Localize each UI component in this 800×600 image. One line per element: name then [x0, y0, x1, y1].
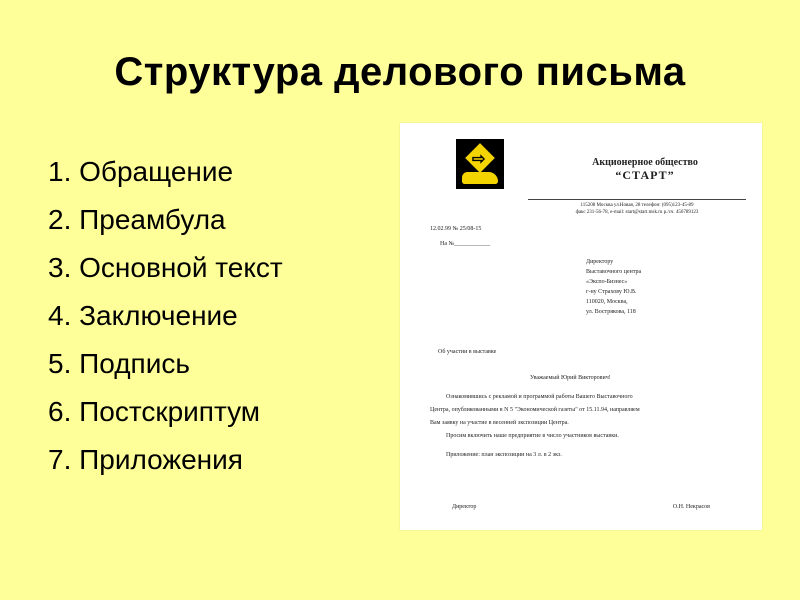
signer-title: Директор — [452, 504, 477, 510]
recipient-line: 110020, Москва, — [586, 299, 628, 305]
recipient-block — [586, 257, 736, 317]
body-line: Ознакомившись с рекламой и программой работы Вашего Выставочного — [446, 394, 633, 400]
recipient-line: «Экспо-Бизнес» — [586, 279, 628, 285]
header-divider — [528, 199, 746, 200]
reference-number: На №____________ — [440, 241, 491, 247]
letter-body — [430, 391, 746, 462]
business-letter-image — [400, 123, 762, 530]
recipient-line: Выставочного центра — [586, 269, 642, 275]
slide-title: Структура делового письма — [114, 50, 686, 94]
recipient-line: ул. Вострякова, 118 — [586, 309, 636, 315]
recipient-line: г-ну Страхову Ю.В. — [586, 289, 637, 295]
attachment-line: Приложение: план экспозиции на 3 л. в 2 экз. — [446, 452, 562, 458]
letter-salutation: Уважаемый Юрий Викторович! — [530, 375, 611, 381]
body-line: Центра, опубликованными в N 5 "Экономической газеты" от 15.11.94, направляем — [430, 407, 640, 413]
list-item: 7. Приложения — [48, 444, 243, 475]
signature-row — [452, 504, 710, 510]
company-type: Акционерное общество — [592, 157, 698, 168]
date-number: 12.02.99 № 25/08-15 — [430, 226, 482, 232]
company-contacts — [528, 202, 746, 216]
body-line: Вам заявку на участие в весенней экспозиции Центра. — [430, 420, 569, 426]
list-item: 1. Обращение — [48, 156, 234, 187]
list-item: 4. Заключение — [48, 300, 238, 331]
letter-subject: Об участии в выставке — [438, 349, 497, 355]
recipient-line: Директору — [586, 259, 614, 265]
list-item: 6. Постскриптум — [48, 396, 261, 427]
address-line: 115208 Москва ул.Новая, 28 телефон: (095)123-45-89 — [580, 203, 694, 208]
structure-list — [48, 148, 283, 484]
body-line: Просим включить наше предприятие в число участников выставки. — [446, 433, 619, 439]
company-name: “СТАРТ” — [615, 168, 675, 182]
signer-name: О.Н. Некрасов — [672, 504, 710, 510]
list-item: 5. Подпись — [48, 348, 190, 379]
contacts-line: факс 231-56-78, e-mail: start@start.msk.ru р./сч. 456789123 — [575, 210, 699, 215]
list-item: 3. Основной текст — [48, 252, 283, 283]
company-header — [550, 157, 740, 181]
company-logo-icon: ⇨ — [456, 139, 504, 189]
list-item: 2. Преамбула — [48, 204, 226, 235]
